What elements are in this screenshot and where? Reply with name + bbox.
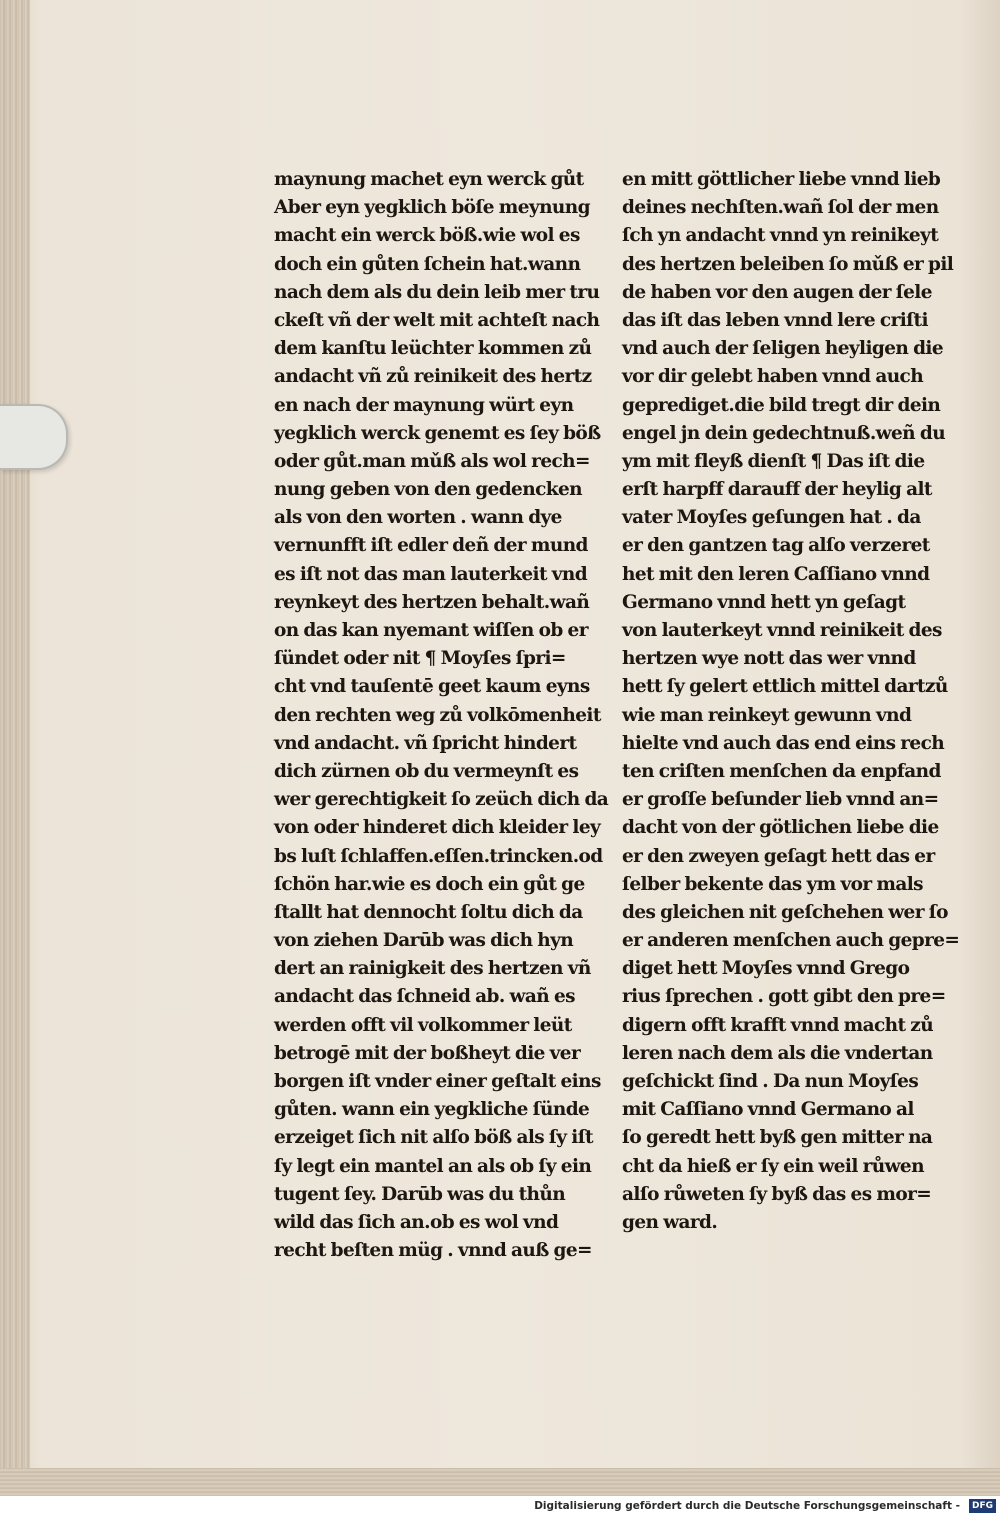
text-line: ſy legt ein mantel an als ob ſy ein (274, 1155, 592, 1177)
text-line: dacht von der götlichen liebe die (622, 817, 939, 839)
text-line: hett ſy gelert ettlich mittel dartzů (622, 676, 948, 698)
text-line: Aber eyn yegklich böſe meynung (274, 197, 590, 219)
text-line: wer gerechtigkeit ſo zeüch dich da (274, 789, 609, 811)
text-line: ſchön har.wie es doch ein gůt ge (274, 873, 585, 895)
text-line: er den zweyen geſagt hett das er (622, 845, 935, 867)
text-line: ym mit fleyß dienſt ¶ Das iſt die (622, 450, 925, 472)
dfg-logo: DFG (969, 1499, 996, 1513)
text-line: diget hett Moyſes vnnd Grego (622, 958, 910, 980)
page-edges (0, 0, 30, 1496)
text-line: andacht vñ zů reinikeit des hertz (274, 366, 592, 388)
paper-tab-marker (0, 404, 68, 470)
text-line: erzeiget ſich nit alſo böß als ſy iſt (274, 1127, 593, 1149)
funding-credit: Digitalisierung gefördert durch die Deutsche Forschungsgemeinschaft - (534, 1500, 960, 1512)
text-line: werden offt vil volkommer leüt (274, 1014, 572, 1036)
text-line: cht da hieß er ſy ein weil růwen (622, 1155, 924, 1177)
text-line: on das kan nyemant wiſſen ob er (274, 620, 588, 641)
text-line: digern offt krafft vnnd macht zů (622, 1014, 934, 1036)
text-line: Germano vnnd hett yn geſagt (622, 591, 906, 613)
text-line: hielte vnd auch das end eins rech (622, 732, 945, 754)
text-line: reynkeyt des hertzen behalt.wañ (274, 591, 590, 613)
text-line: er anderen menſchen auch gepre= (622, 930, 960, 952)
text-line: doch ein gůten ſchein hat.wann (274, 253, 581, 275)
text-line: nung geben von den gedencken (274, 479, 582, 501)
text-line: maynung machet eyn werck gůt (274, 169, 584, 190)
text-line: als von den worten . wann dye (274, 507, 562, 529)
right-text-column (622, 166, 967, 1237)
text-line: dem kanſtu leüchter kommen zů (274, 338, 592, 360)
text-line: tugent ſey. Darūb was du thůn (274, 1183, 566, 1205)
text-line: bs luſt ſchlaffen.eſſen.trincken.od (274, 845, 603, 867)
left-text-column (274, 166, 624, 1265)
text-line: vnd andacht. vñ ſpricht hindert (274, 732, 577, 754)
text-line: vater Moyſes geſungen hat . da (622, 507, 921, 529)
text-line: den rechten weg zů volkōmenheit (274, 704, 601, 726)
text-line: betrogē mit der boßheyt die ver (274, 1042, 581, 1064)
text-line: von lauterkeyt vnnd reinikeit des (622, 620, 942, 641)
text-line: alſo růweten ſy byß das es mor= (622, 1183, 932, 1205)
text-line: en nach der maynung würt eyn (274, 394, 574, 416)
text-line: ſo geredt hett byß gen mitter na (622, 1127, 933, 1149)
text-line: ckeſt vñ der welt mit achteſt nach (274, 309, 600, 331)
text-line: ten criſten menſchen da enpfand (622, 760, 941, 782)
text-line: wild das ſich an.ob es wol vnd (274, 1211, 559, 1233)
text-line: er den gantzen tag alſo verzeret (622, 535, 930, 557)
text-line: von ziehen Darūb was dich hyn (274, 930, 574, 952)
text-line: wie man reinkeyt gewunn vnd (622, 704, 912, 726)
text-line: ſch yn andacht vnnd yn reinikeyt (622, 225, 939, 247)
text-line: andacht das ſchneid ab. wañ es (274, 986, 575, 1008)
text-line: cht vnd tauſentē geet kaum eyns (274, 676, 590, 698)
text-line: gůten. wann ein yegkliche ſünde (274, 1099, 590, 1121)
text-line: recht beſten müg . vnnd auß ge= (274, 1240, 592, 1262)
text-line: von oder hinderet dich kleider ley (274, 817, 601, 839)
text-line: borgen iſt vnder einer geſtalt eins (274, 1071, 601, 1092)
text-line: ſtallt hat dennocht ſoltu dich da (274, 901, 583, 923)
text-line: oder gůt.man mǔß als wol rech= (274, 450, 590, 472)
text-line: das iſt das leben vnnd lere criſti (622, 309, 928, 331)
text-line: des hertzen beleiben ſo mǔß er pil (622, 253, 954, 275)
text-line: geprediget.die bild tregt dir dein (622, 394, 941, 416)
text-line: dich zürnen ob du vermeynſt es (274, 760, 579, 782)
text-line: de haben vor den augen der ſele (622, 281, 932, 303)
text-line: het mit den leren Caſſiano vnnd (622, 563, 930, 585)
text-line: ſündet oder nit ¶ Moyſes ſpri= (274, 648, 566, 670)
footer-bar (0, 1496, 1000, 1518)
text-line: en mitt göttlicher liebe vnnd lieb (622, 169, 941, 190)
text-line: dert an rainigkeit des hertzen vñ (274, 958, 591, 980)
text-line: nach dem als du dein leib mer tru (274, 281, 600, 303)
text-line: leren nach dem als die vndertan (622, 1042, 933, 1064)
text-line: mit Caſſiano vnnd Germano al (622, 1099, 914, 1121)
text-line: macht ein werck böß.wie wol es (274, 225, 580, 247)
text-line: rius ſprechen . gott gibt den pre= (622, 986, 946, 1008)
text-line: vnd auch der ſeligen heyligen die (622, 338, 944, 360)
text-line: gen ward. (622, 1211, 718, 1233)
text-line: erſt harpff darauff der heylig alt (622, 479, 932, 501)
text-line: es iſt not das man lauterkeit vnd (274, 563, 588, 585)
text-line: hertzen wye nott das wer vnnd (622, 648, 916, 670)
text-line: ſelber bekente das ym vor mals (622, 873, 923, 895)
text-line: geſchickt ſind . Da nun Moyſes (622, 1071, 919, 1092)
text-line: deines nechſten.wañ ſol der men (622, 197, 939, 219)
text-line: engel jn dein gedechtnuß.weñ du (622, 422, 946, 444)
text-line: yegklich werck genemt es ſey böß (274, 422, 601, 444)
text-line: vor dir gelebt haben vnnd auch (622, 366, 924, 388)
bottom-page-edges (0, 1468, 1000, 1496)
text-line: vernunfft iſt edler deñ der mund (274, 535, 588, 557)
text-line: des gleichen nit geſchehen wer ſo (622, 901, 948, 923)
text-line: er groſſe beſunder lieb vnnd an= (622, 789, 939, 811)
